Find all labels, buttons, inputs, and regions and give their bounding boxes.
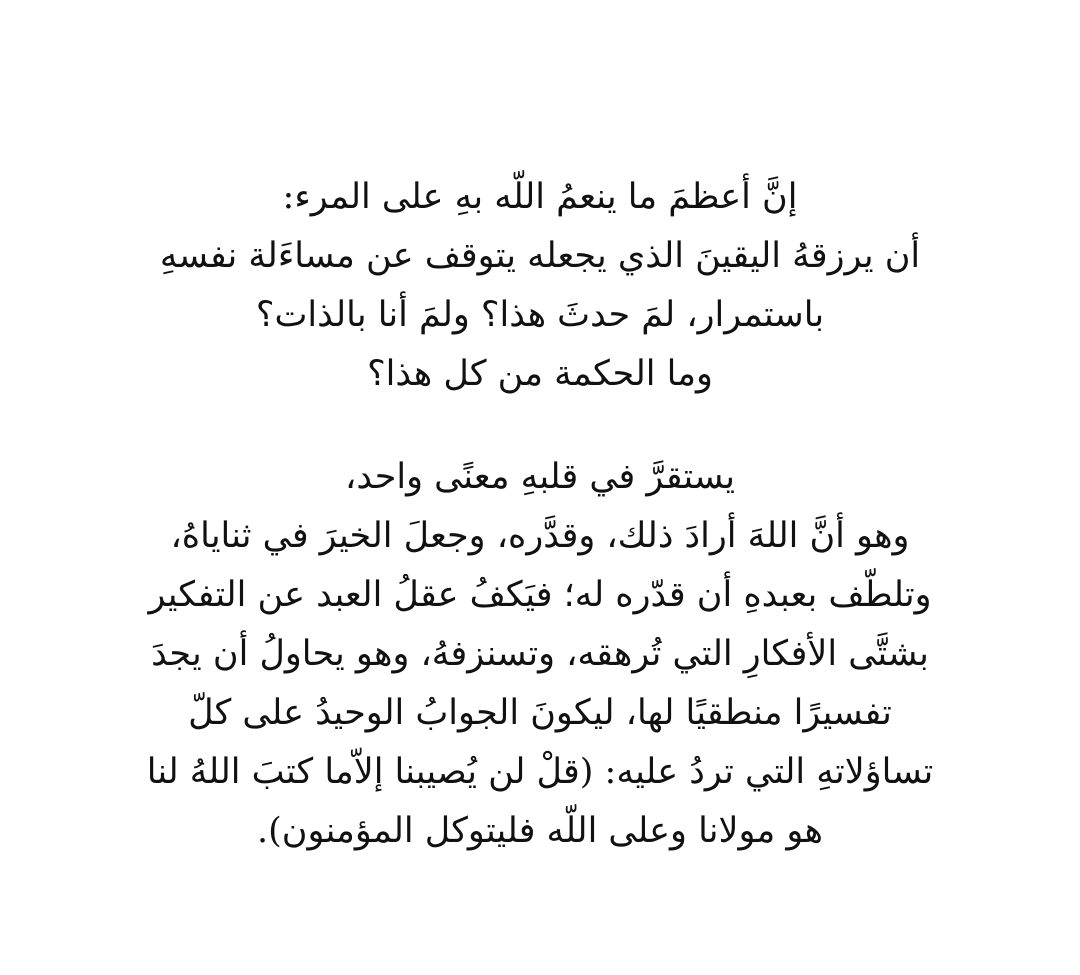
text-line: هو مولانا وعلى اللّه فليتوكل المؤمنون). (257, 811, 823, 851)
paragraph-conclusion (140, 448, 940, 861)
text-line: إنَّ أعظمَ ما ينعمُ اللّه بهِ على المرء: (282, 177, 798, 217)
text-line: وهو أنَّ اللهَ أرادَ ذلك، وقدَّره، وجعلَ الخيرَ في ثناياهُ، (170, 516, 910, 556)
text-line: وتلطّف بعبدهِ أن قدّره له؛ فيَكفُ عقلُ العبد عن التفكير (148, 575, 932, 615)
text-line: بشتَّى الأفكارِ التي تُرهقه، وتسنزفهُ، وهو يحاولُ أن يجدَ (151, 634, 929, 674)
text-line: باستمرار، لمَ حدثَ هذا؟ ولمَ أنا بالذات؟ (255, 295, 825, 335)
text-line: وما الحكمة من كل هذا؟ (367, 354, 713, 394)
text-line: أن يرزقهُ اليقينَ الذي يجعله يتوقف عن مساءَلة نفسهِ (159, 236, 921, 276)
text-line: تفسيرًا منطقيًا لها، ليكونَ الجوابُ الوحيدُ على كلّ (188, 693, 892, 733)
paragraph-intro (140, 168, 940, 404)
text-line: تساؤلاتهِ التي تردُ عليه: (قلْ لن يُصيبنا إلاّما كتبَ اللهُ لنا (146, 752, 934, 792)
text-line: يستقرَّ في قلبهِ معنًى واحد، (345, 457, 735, 497)
